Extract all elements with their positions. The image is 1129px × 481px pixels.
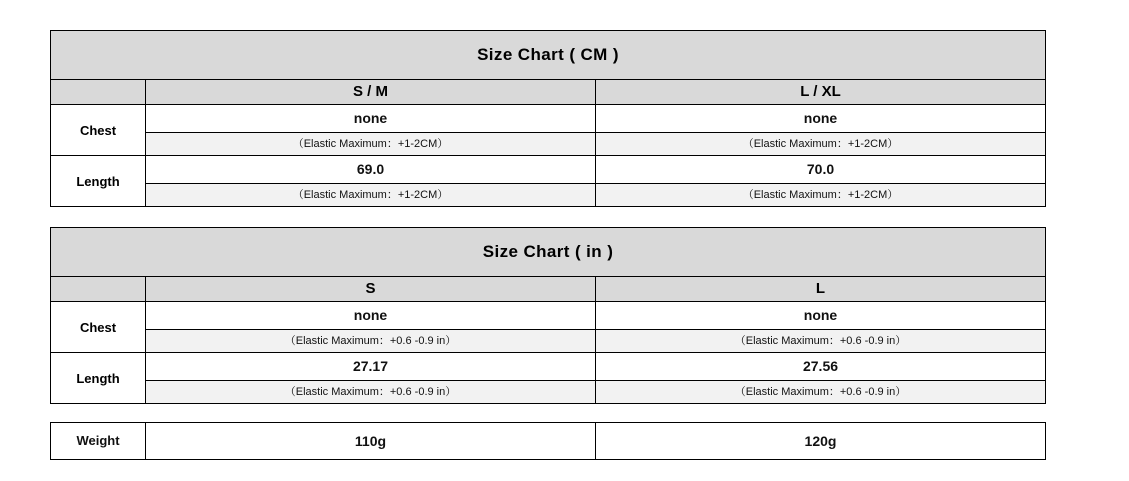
table-header-row <box>51 277 1046 302</box>
row-label-length: Length <box>51 353 146 404</box>
note-chest-s: （Elastic Maximum：+0.6 -0.9 in） <box>146 330 596 353</box>
note-length-s: （Elastic Maximum：+0.6 -0.9 in） <box>146 381 596 404</box>
page-title-in: Size Chart ( in ) <box>51 228 1046 277</box>
table-row <box>51 105 1046 133</box>
header-corner-cell <box>51 277 146 302</box>
cell-chest-sm: none <box>146 105 596 133</box>
cell-length-sm: 69.0 <box>146 156 596 184</box>
table-note-row <box>51 330 1046 353</box>
cell-weight-second: 120g <box>596 423 1046 460</box>
table-row <box>51 353 1046 381</box>
cell-chest-lxl: none <box>596 105 1046 133</box>
table-note-row <box>51 133 1046 156</box>
table-spacer <box>50 207 1045 227</box>
table-title-row <box>51 228 1046 277</box>
table-note-row <box>51 381 1046 404</box>
cell-weight-first: 110g <box>146 423 596 460</box>
cell-chest-s: none <box>146 302 596 330</box>
table-row <box>51 302 1046 330</box>
table-note-row <box>51 184 1046 207</box>
header-corner-cell <box>51 80 146 105</box>
page-title-cm: Size Chart ( CM ) <box>51 31 1046 80</box>
table-row <box>51 156 1046 184</box>
column-header-sm: S / M <box>146 80 596 105</box>
table-row <box>51 423 1046 460</box>
row-label-chest: Chest <box>51 105 146 156</box>
row-label-chest: Chest <box>51 302 146 353</box>
size-chart-cm-table <box>50 30 1046 207</box>
cell-chest-l: none <box>596 302 1046 330</box>
cell-length-lxl: 70.0 <box>596 156 1046 184</box>
note-length-l: （Elastic Maximum：+0.6 -0.9 in） <box>596 381 1046 404</box>
size-chart-container <box>50 30 1045 460</box>
cell-length-s: 27.17 <box>146 353 596 381</box>
size-chart-in-table <box>50 227 1046 404</box>
weight-table <box>50 422 1046 460</box>
note-chest-l: （Elastic Maximum：+0.6 -0.9 in） <box>596 330 1046 353</box>
note-length-sm: （Elastic Maximum：+1-2CM） <box>146 184 596 207</box>
cell-length-l: 27.56 <box>596 353 1046 381</box>
table-header-row <box>51 80 1046 105</box>
table-spacer <box>50 404 1045 422</box>
column-header-s: S <box>146 277 596 302</box>
note-chest-lxl: （Elastic Maximum：+1-2CM） <box>596 133 1046 156</box>
column-header-l: L <box>596 277 1046 302</box>
table-title-row <box>51 31 1046 80</box>
row-label-weight: Weight <box>51 423 146 460</box>
column-header-lxl: L / XL <box>596 80 1046 105</box>
note-chest-sm: （Elastic Maximum：+1-2CM） <box>146 133 596 156</box>
note-length-lxl: （Elastic Maximum：+1-2CM） <box>596 184 1046 207</box>
row-label-length: Length <box>51 156 146 207</box>
